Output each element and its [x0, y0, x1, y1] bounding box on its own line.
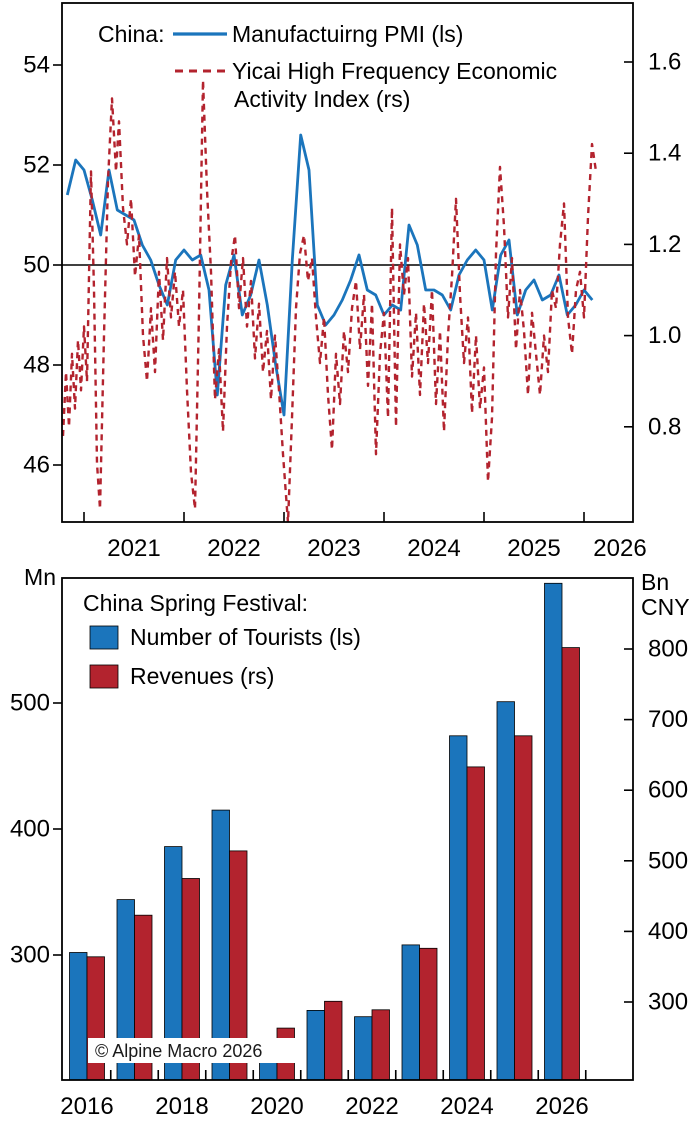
- bottom-left-axis-tick-label: 400: [9, 815, 50, 843]
- bottom-x-axis-year-label: 2024: [440, 1093, 494, 1120]
- pmi-legend-label: Manufactuirng PMI (ls): [232, 21, 464, 47]
- left-axis-tick-label: 46: [23, 451, 50, 479]
- yicai-legend-label-line2: Activity Index (rs): [234, 86, 411, 112]
- bottom-right-axis-tick-label: 600: [648, 776, 689, 804]
- right-axis-tick-label: 1.6: [648, 48, 682, 76]
- left-axis-tick-label: 48: [23, 351, 50, 379]
- right-axis-tick-label: 0.8: [648, 413, 682, 441]
- revenues-bar-2022: [372, 1010, 390, 1080]
- bottom-left-axis-tick-label: 500: [9, 689, 50, 717]
- tourists-legend-label: Number of Tourists (ls): [130, 624, 361, 650]
- revenues-bar-2026: [562, 648, 580, 1080]
- bottom-right-axis-tick-label: 300: [648, 988, 689, 1016]
- top-x-axis-year-label: 2022: [207, 535, 261, 562]
- bottom-right-axis-tick-label: 700: [648, 706, 689, 734]
- left-axis-unit-label: Mn: [24, 564, 56, 590]
- tourists-bar-2025: [497, 702, 515, 1080]
- right-axis-unit-label-line1: Bn: [641, 569, 670, 595]
- bottom-x-axis-year-label: 2016: [60, 1093, 114, 1120]
- tourists-bar-2024: [450, 736, 468, 1080]
- top-chart-legend: [98, 21, 557, 112]
- right-axis-tick-label: 1.0: [648, 322, 682, 350]
- bottom-right-axis-tick-label: 500: [648, 847, 689, 875]
- revenues-bar-2024: [467, 767, 485, 1080]
- tourists-bar-2026: [545, 583, 563, 1080]
- yicai-legend-label-line1: Yicai High Frequency Economic: [232, 58, 558, 84]
- revenues-legend-label: Revenues (rs): [130, 663, 275, 689]
- revenues-bar-2023: [420, 948, 438, 1080]
- top-x-axis-year-label: 2026: [593, 535, 647, 562]
- bottom-x-axis-year-label: 2018: [155, 1093, 209, 1120]
- bottom-left-axis-tick-label: 300: [9, 941, 50, 969]
- bottom-x-axis-year-label: 2022: [345, 1093, 399, 1120]
- bottom-x-axis-year-label: 2020: [250, 1093, 304, 1120]
- top-x-axis-year-label: 2023: [307, 535, 361, 562]
- left-axis-tick-label: 54: [23, 51, 50, 79]
- left-axis-tick-label: 50: [23, 251, 50, 279]
- revenues-legend-swatch: [90, 665, 118, 688]
- bottom-right-axis-tick-label: 800: [648, 635, 689, 663]
- tourists-bar-2023: [402, 945, 420, 1080]
- right-axis-tick-label: 1.4: [648, 139, 682, 167]
- bottom-right-axis-tick-label: 400: [648, 917, 689, 945]
- tourists-legend-swatch: [90, 626, 118, 649]
- top-series-group: [63, 80, 596, 522]
- copyright-text: © Alpine Macro 2026: [95, 1041, 263, 1061]
- bottom-chart-legend: [83, 590, 361, 689]
- right-axis-unit-label-line2: CNY: [641, 594, 690, 620]
- bottom-x-axis-year-label: 2026: [535, 1093, 589, 1120]
- revenues-bar-2025: [515, 736, 533, 1080]
- tourists-bar-2022: [355, 1017, 373, 1080]
- copyright: [88, 1038, 300, 1063]
- left-axis-tick-label: 52: [23, 151, 50, 179]
- top-legend-title: China:: [98, 21, 165, 47]
- bottom-legend-title: China Spring Festival:: [83, 590, 308, 616]
- top-x-axis-year-label: 2025: [507, 535, 561, 562]
- tourists-bar-2021: [307, 1010, 325, 1080]
- tourists-bar-2016: [70, 953, 88, 1081]
- top-x-axis-year-label: 2024: [407, 535, 461, 562]
- right-axis-tick-label: 1.2: [648, 230, 682, 258]
- top-x-axis-year-label: 2021: [107, 535, 161, 562]
- revenues-bar-2021: [325, 1001, 343, 1080]
